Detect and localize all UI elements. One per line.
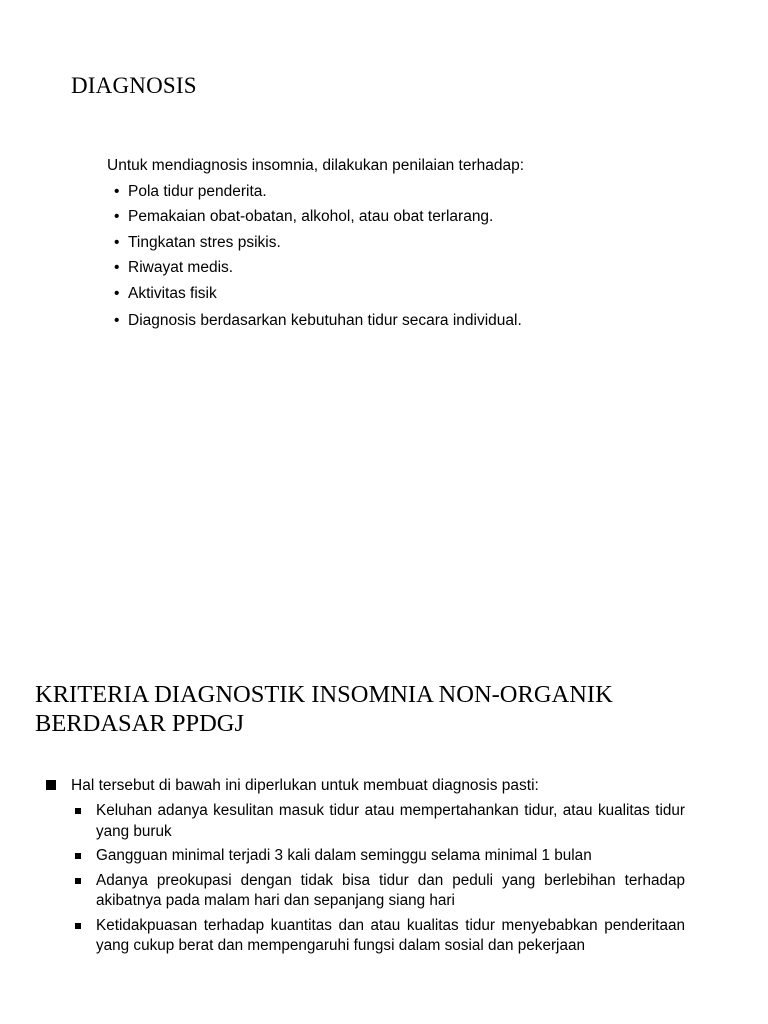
slide1-bullet-list [114, 181, 522, 335]
square-bullet-icon [75, 878, 81, 884]
bullet-icon: • [114, 311, 120, 329]
slide2-lead [46, 777, 539, 795]
list-item [75, 846, 685, 867]
list-item [114, 283, 522, 308]
square-bullet-icon [75, 808, 81, 814]
bullet-icon: • [114, 208, 120, 226]
list-item-text: Tingkatan stres psikis. [128, 233, 281, 251]
list-item [114, 181, 522, 206]
list-item-text: Keluhan adanya kesulitan masuk tidur atau mempertahankan tidur, atau kualitas tidur yang buruk [96, 802, 685, 840]
list-item [75, 871, 685, 912]
list-item-text: Pola tidur penderita. [128, 183, 267, 200]
bullet-icon: • [114, 183, 120, 200]
bullet-icon: • [114, 284, 120, 302]
list-item [114, 206, 522, 231]
list-item-text: Riwayat medis. [128, 259, 234, 277]
list-item-text: Aktivitas fisik [128, 284, 217, 302]
list-item [114, 257, 522, 282]
square-bullet-icon [46, 780, 56, 790]
list-item [114, 232, 522, 257]
slide1-title: DIAGNOSIS [71, 73, 197, 98]
slide2-title: KRITERIA DIAGNOSTIK INSOMNIA NON-ORGANIK BERDASAR PPDGJ [35, 681, 613, 737]
list-item [75, 801, 685, 842]
slide2-lead-text: Hal tersebut di bawah ini diperlukan untuk membuat diagnosis pasti: [71, 777, 539, 794]
slide1-intro: Untuk mendiagnosis insomnia, dilakukan penilaian terhadap: [107, 157, 525, 174]
slide2-criteria-list [75, 801, 685, 961]
list-item [114, 310, 522, 335]
bullet-icon: • [114, 259, 120, 277]
list-item-text: Ketidakpuasan terhadap kuantitas dan atau kualitas tidur menyebabkan penderitaan yang cukup berat dan mempengaruhi fungsi dalam sosial dan pekerjaan [96, 916, 685, 954]
list-item-text: Pemakaian obat-obatan, alkohol, atau obat terlarang. [128, 208, 494, 226]
list-item [75, 916, 685, 957]
square-bullet-icon [75, 923, 81, 929]
list-item-text: Diagnosis berdasarkan kebutuhan tidur secara individual. [128, 311, 522, 329]
square-bullet-icon [75, 853, 81, 859]
bullet-icon: • [114, 233, 120, 251]
list-item-text: Adanya preokupasi dengan tidak bisa tidur dan peduli yang berlebihan terhadap akibatnya pada malam hari dan sepanjang siang hari [96, 871, 685, 909]
list-item-text: Gangguan minimal terjadi 3 kali dalam seminggu selama minimal 1 bulan [96, 847, 592, 864]
